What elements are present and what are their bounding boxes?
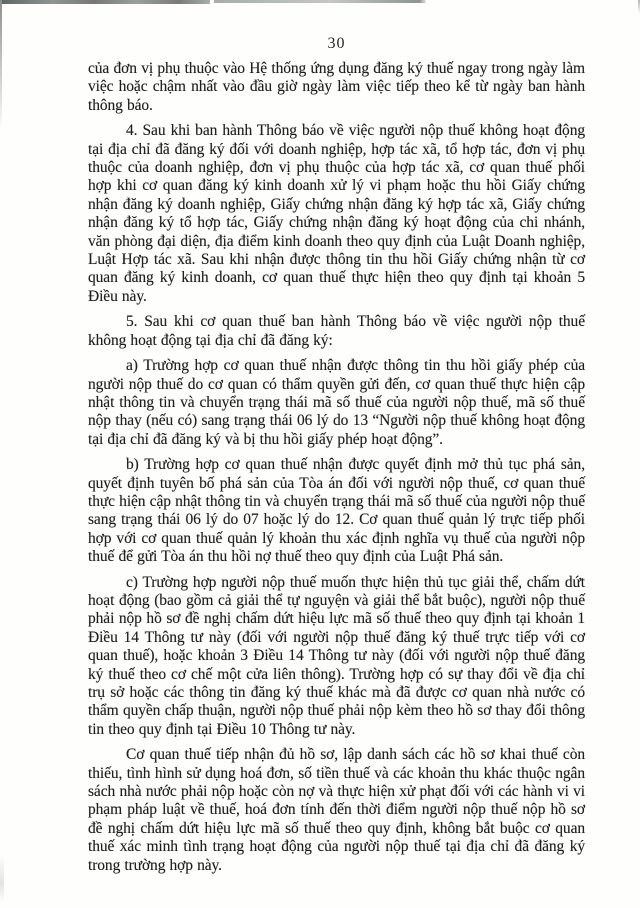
- document-body: [88, 60, 585, 882]
- paragraph-item-4: 4. Sau khi ban hành Thông báo về việc người nộp thuế không hoạt động tại địa chỉ đã đăng ký đối với doanh nghiệp, hợp tác xã, tổ hợp tác, đơn vị phụ thuộc của doanh nghiệp, đơn vị phụ thuộc của hợp tác xã, cơ quan thuế phối hợp khi cơ quan đăng ký kinh doanh xử lý vi phạm hoặc thu hồi Giấy chứng nhận đăng ký doanh nghiệp, Giấy chứng nhận đăng ký hợp tác xã, Giấy chứng nhận đăng ký tổ hợp tác, Giấy chứng nhận đăng ký hoạt động của chi nhánh, văn phòng đại diện, địa điểm kinh doanh theo quy định của Luật Doanh nghiệp, Luật Hợp tác xã. Sau khi nhận được thông tin thu hồi Giấy chứng nhận từ cơ quan đăng ký kinh doanh, cơ quan thuế thực hiện theo quy định tại khoản 5 Điều này.: [88, 122, 585, 305]
- paragraph-point-b: b) Trường hợp cơ quan thuế nhận được quyết định mở thủ tục phá sản, quyết định tuyên bố phá sản của Tòa án đối với người nộp thuế, cơ quan thuế thực hiện cập nhật thông tin và chuyển trạng thái mã số thuế của người nộp thuế sang trạng thái 06 lý do 07 hoặc lý do 12. Cơ quan thuế quản lý trực tiếp phối hợp với cơ quan thuế quản lý khoản thu xác định nghĩa vụ thuế của người nộp thuế để gửi Tòa án thu hồi nợ thuế theo quy định của Luật Phá sản.: [88, 456, 585, 566]
- paragraph-continuation: của đơn vị phụ thuộc vào Hệ thống ứng dụng đăng ký thuế ngay trong ngày làm việc hoặc chậm nhất vào đầu giờ ngày làm việc tiếp theo kể từ ngày ban hành thông báo.: [88, 60, 585, 114]
- scan-artifact-top-edge-right: [214, 0, 426, 3]
- page-number: 30: [327, 35, 346, 52]
- scan-artifact-top-edge-left: [0, 0, 210, 4]
- paragraph-point-c: c) Trường hợp người nộp thuế muốn thực hiện thủ tục giải thể, chấm dứt hoạt động (bao gồm cả giải thể tự nguyện và giải thể bắt buộc), người nộp thuế phải nộp hồ sơ đề nghị chấm dứt hiệu lực mã số thuế theo quy định tại khoản 1 Điều 14 Thông tư này (đối với người nộp thuế đăng ký thuế trực tiếp với cơ quan thuế), hoặc khoản 3 Điều 14 Thông tư này (đối với người nộp thuế đăng ký thuế theo cơ chế một cửa liên thông). Trường hợp có sự thay đổi về địa chỉ trụ sở hoặc các thông tin đăng ký thuế khác mà đã được cơ quan nhà nước có thẩm quyền chấp thuận, người nộp thuế phải nộp kèm theo hồ sơ thay đổi thông tin theo quy định tại Điều 10 Thông tư này.: [88, 573, 585, 738]
- paragraph-point-a: a) Trường hợp cơ quan thuế nhận được thông tin thu hồi giấy phép của người nộp thuế do cơ quan có thẩm quyền gửi đến, cơ quan thuế thực hiện cập nhật thông tin và chuyển trạng thái mã số thuế của người nộp thuế, mã số thuế nộp thay (nếu có) sang trạng thái 06 lý do 13 “Người nộp thuế không hoạt động tại địa chỉ đã đăng ký và bị thu hồi giấy phép hoạt động”.: [88, 357, 585, 448]
- scan-artifact-bottom-left: [0, 856, 4, 902]
- paragraph-closing: Cơ quan thuế tiếp nhận đủ hồ sơ, lập danh sách các hồ sơ khai thuế còn thiếu, tình hình sử dụng hoá đơn, số tiền thuế và các khoản thu khác thuộc ngân sách nhà nước phải nộp hoặc còn nợ và thực hiện xử phạt đối với các hành vi vi phạm pháp luật về thuế, hoá đơn tính đến thời điểm người nộp thuế nộp hồ sơ đề nghị chấm dứt hiệu lực mã số thuế theo quy định, không bắt buộc cơ quan thuế xác minh tình trạng hoạt động của người nộp thuế tại địa chỉ đã đăng ký trong trường hợp này.: [88, 746, 585, 874]
- paragraph-item-5: 5. Sau khi cơ quan thuế ban hành Thông báo về việc người nộp thuế không hoạt động tại địa chỉ đã đăng ký:: [88, 313, 585, 349]
- scan-artifact-left-edge: [0, 0, 2, 130]
